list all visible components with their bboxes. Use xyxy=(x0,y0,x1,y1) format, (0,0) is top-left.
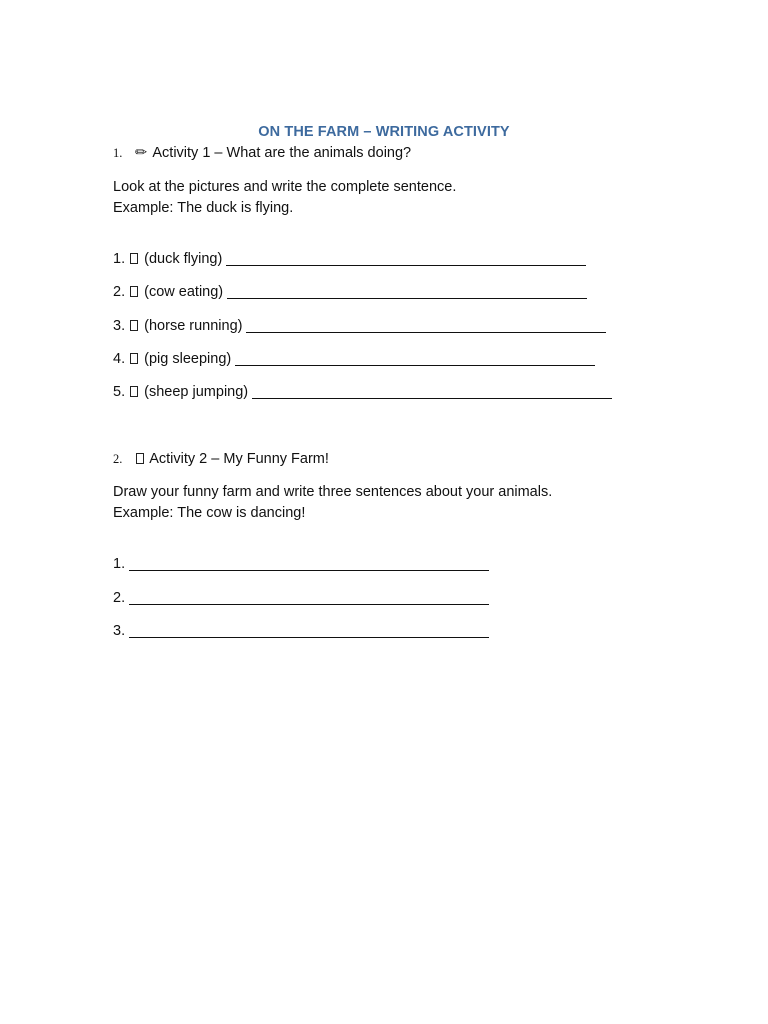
item-number: 1. xyxy=(113,556,126,572)
activity-1-instructions xyxy=(113,177,456,219)
activity-1-title: Activity 1 – What are the animals doing? xyxy=(152,145,412,161)
missing-glyph-icon xyxy=(130,286,138,297)
item-label: (cow eating) xyxy=(144,284,224,300)
activity-2-instructions xyxy=(113,482,552,524)
activity-1-item xyxy=(113,384,612,400)
item-label: (duck flying) xyxy=(144,251,223,267)
answer-line[interactable] xyxy=(129,556,489,571)
answer-line[interactable] xyxy=(129,590,489,605)
activity-1-item xyxy=(113,251,586,267)
item-number: 5. xyxy=(113,384,126,400)
activity-2-instruction: Draw your funny farm and write three sentences about your animals. xyxy=(113,484,553,500)
activity-1-heading xyxy=(113,145,411,161)
activity-2-example: Example: The cow is dancing! xyxy=(113,505,306,521)
item-number: 3. xyxy=(113,623,126,639)
answer-line[interactable] xyxy=(246,318,606,333)
activity-2-title: Activity 2 – My Funny Farm! xyxy=(149,451,329,467)
pencil-icon: ✏ xyxy=(135,145,148,161)
item-number: 2. xyxy=(113,590,126,606)
activity-2-item xyxy=(113,590,489,606)
missing-glyph-icon xyxy=(130,386,138,397)
missing-glyph-icon xyxy=(130,253,138,264)
activity-1-example: Example: The duck is flying. xyxy=(113,200,294,216)
item-number: 4. xyxy=(113,351,126,367)
activity-1-number: 1. xyxy=(113,146,123,160)
activity-1-instruction: Look at the pictures and write the complete sentence. xyxy=(113,179,457,195)
activity-2-item xyxy=(113,623,489,639)
activity-2-heading xyxy=(113,451,329,467)
activity-2-item xyxy=(113,556,489,572)
missing-glyph-icon xyxy=(136,453,144,464)
page-title: ON THE FARM – WRITING ACTIVITY xyxy=(258,124,510,140)
item-number: 3. xyxy=(113,318,126,334)
answer-line[interactable] xyxy=(129,623,489,638)
activity-1-item xyxy=(113,351,595,367)
answer-line[interactable] xyxy=(226,251,586,266)
item-label: (sheep jumping) xyxy=(144,384,249,400)
item-number: 2. xyxy=(113,284,126,300)
item-label: (horse running) xyxy=(144,318,243,334)
missing-glyph-icon xyxy=(130,320,138,331)
item-number: 1. xyxy=(113,251,126,267)
item-label: (pig sleeping) xyxy=(144,351,232,367)
missing-glyph-icon xyxy=(130,353,138,364)
activity-1-item xyxy=(113,318,606,334)
answer-line[interactable] xyxy=(252,384,612,399)
answer-line[interactable] xyxy=(235,351,595,366)
activity-1-item xyxy=(113,284,587,300)
activity-2-number: 2. xyxy=(113,452,123,466)
answer-line[interactable] xyxy=(227,284,587,299)
